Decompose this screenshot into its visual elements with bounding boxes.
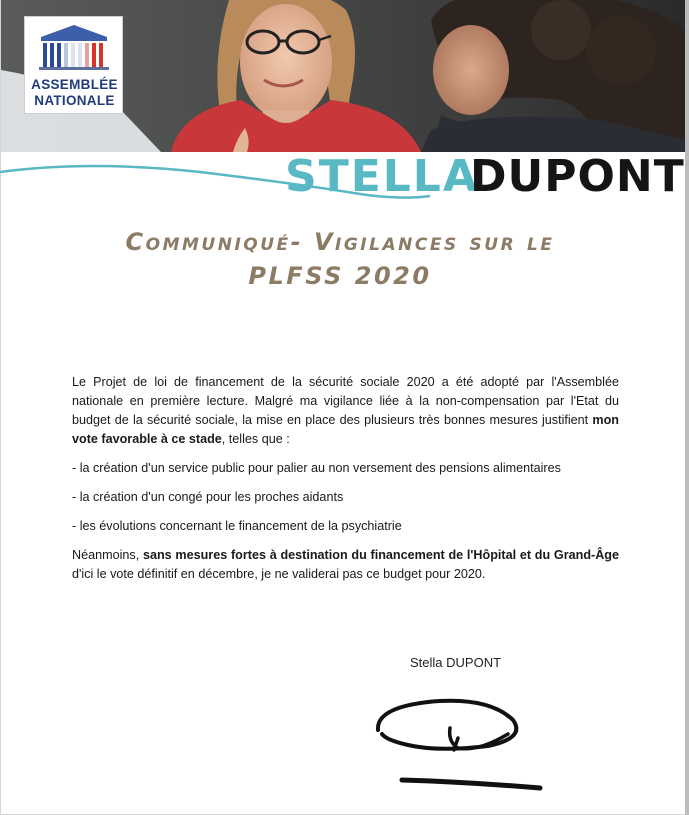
title-line-2: PLFSS 2020 (248, 262, 432, 290)
conclusion-bold: sans mesures fortes à destination du financement de l'Hôpital et du Grand-Âge (142, 548, 619, 562)
assemblee-nationale-logo (24, 16, 123, 114)
document-title (40, 225, 640, 293)
intro-end: , telles que : (221, 432, 290, 446)
candidate-last-name: DUPONT (470, 151, 685, 202)
candidate-first-name: STELLA (285, 151, 479, 202)
hemicycle-icon (35, 23, 113, 75)
intro-paragraph (72, 373, 619, 449)
title-line-1: Communiqué- Vigilances sur le (125, 228, 555, 256)
intro-text: Le Projet de loi de financement de la sécurité sociale 2020 a été adopté par l'Assemblée nationale en première lecture. Malgré ma vigilance liée à la non-compensation par l'Etat du budget de la sécurité sociale, la mise en place des plusieurs très bonnes mesures justifient (72, 375, 619, 427)
conclusion-end: d'ici le vote définitif en décembre, je ne validerai pas ce budget pour 2020. (72, 567, 486, 581)
logo-line-1: ASSEMBLÉE (31, 77, 118, 92)
conclusion-paragraph (72, 546, 619, 584)
signatory-name: Stella DUPONT (410, 655, 502, 670)
body-text (72, 373, 619, 584)
conclusion-start: Néanmoins, (72, 548, 143, 562)
bullet-item: - la création d'un congé pour les proches aidants (72, 490, 344, 504)
intro-bold: mon vote favorable à ce stade (72, 413, 619, 446)
handwritten-signature (368, 690, 548, 795)
bullet-item: - la création d'un service public pour palier au non versement des pensions alimentaires (72, 461, 561, 475)
bullet-item: - les évolutions concernant le financement de la psychiatrie (72, 519, 402, 533)
page-edge (685, 0, 689, 815)
logo-line-2: NATIONALE (34, 93, 115, 108)
